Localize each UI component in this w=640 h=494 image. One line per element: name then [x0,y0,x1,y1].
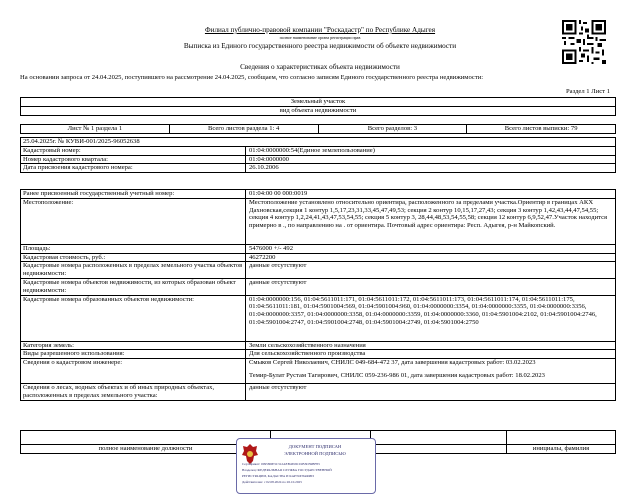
date-number: 25.04.2025г. № КУВИ-001/2025-96052638 [21,138,616,147]
section-sheet-label: Раздел 1 Лист 1 [566,88,610,95]
field-value: 01:04:0000000:54(Единое землепользование) [246,146,616,155]
table-row [21,244,616,253]
engineer-1: Смыков Сергей Николаевич, СНИЛС 049-684-472 37, дата завершения кадастровых работ: 03.02.2023 [249,359,536,367]
document-title: Выписка из Единого государственного реестра недвижимости об объекте недвижимости [183,42,457,50]
engineer-2: Темир-Булат Рустам Тагирович, СНИЛС 059-236-986 01, дата завершения кадастровых работ: 18.02.2023 [249,371,545,379]
electronic-signature-stamp [236,438,376,494]
field-label: Местоположение: [21,198,246,244]
table-row [21,146,616,155]
sheet-info-table [20,124,616,134]
basis-line: На основании запроса от 24.04.2025, поступившего на рассмотрение 24.04.2025, сообщаем, что согласно записям Единого государственного реестра недвижимости: [20,74,484,81]
organization-caption: полное наименование органа регистрации прав [279,35,361,40]
stamp-owner: Владелец: ФЕДЕРАЛЬНАЯ СЛУЖБА ГОСУДАРСТВЕННОЙ [242,468,332,472]
table-row [21,262,616,279]
stamp-validity: Действителен: с 02.08.2024 по 26.10.2025 [242,480,302,484]
field-label: Кадастровая стоимость, руб.: [21,253,246,262]
field-value: 01:04:0000000:156, 01:04:5611011:171, 01:04:5611011:172, 01:04:5611011:173, 01:04:5611011:174, 01:04:5611011:175, 01:04:5611011:181, 01:04:5901004:569, 01:04:5901004:960, 01:04:0000000:3354, 01:04:0000000:3355, 01:04:0000000:3356, 01:04:0000000:3357, 01:04:0000000:3358, 01:04:0000000:3359, 01:04:0000000:3360, 01:04:5901004:2102, 01:04:5901004:2746, 01:04:5901004:2747, 01:04:5901004:2748, 01:04:5901004:2749, 01:04:5901004:2750 [246,295,616,341]
table-row [21,295,616,341]
object-type: Земельный участок [21,98,616,107]
field-value: 01:04:0000000 [246,155,616,164]
primary-fields-table [20,137,616,173]
table-row [21,164,616,173]
field-label: Кадастровые номера образованных объектов недвижимости: [21,295,246,341]
table-row [21,253,616,262]
table-row [21,350,616,359]
table-row [21,384,616,401]
total-sheets: Всего листов выписки: 79 [467,125,616,134]
table-row [21,198,616,244]
stamp-line1: ДОКУМЕНТ ПОДПИСАН [288,444,342,449]
initials-caption: инициалы, фамилия [507,445,616,454]
characteristics-table [20,189,616,401]
stamp-line2: ЭЛЕКТРОННОЙ ПОДПИСЬЮ [284,451,346,456]
sheet-of-section: Лист № 1 раздела 1 [21,125,170,134]
section-title: Сведения о характеристиках объекта недвижимости [240,63,400,71]
position-caption: полное наименование должности [21,445,271,454]
table-row [21,278,616,295]
field-label: Площадь: [21,244,246,253]
field-label: Кадастровые номера объектов недвижимости, из которых образован объект недвижимости: [21,278,246,295]
total-sections: Всего разделов: 3 [318,125,467,134]
table-row [21,341,616,350]
object-type-table [20,97,616,116]
field-value: Земли сельскохозяйственного назначения [246,341,616,350]
total-sheets-of-section: Всего листов раздела 1: 4 [169,125,318,134]
field-value: данные отсутствуют [246,384,616,401]
field-label: Кадастровый номер: [21,146,246,155]
table-row [21,155,616,164]
field-value: Для сельскохозяйственного производства [246,350,616,359]
field-value: Местоположение установлено относительно ориентира, расположенного за пределами участка.Ориентир в границах АКХ Дахновская,секция 1 контур 1,5,17,23,31,33,45,47,49,53; секция 2 контур 10,15,17,27,43; секция 3 контур 1,42,43,44,47,54,55; секция 4 контур 1,2,24,41,43,47,53,54,55; секция 5 контур 3, 28,44,48,53,54,55,58; секция 12 контур 6,9,52,47.Участок находится примерно в ., по направлению на . от ориентира. Почтовый адрес ориентира: Респ. Адыгея, р-н Майкопский. [246,198,616,244]
stamp-owner-2: РЕГИСТРАЦИИ, КАДАСТРА И КАРТОГРАФИИ [242,474,314,478]
field-label: Категория земель: [21,341,246,350]
field-value: данные отсутствуют [246,278,616,295]
field-label: Дата присвоения кадастрового номера: [21,164,246,173]
field-value: 01:04:00 00 000:0019 [246,190,616,199]
field-value [246,359,616,384]
field-label: Сведения о кадастровом инженере: [21,359,246,384]
field-value: 5476000 +/- 492 [246,244,616,253]
object-type-caption: вид объекта недвижимости [21,106,616,115]
stamp-certificate: Сертификат: 00958DE3C312AEB4659C01B3D59BF83 [242,462,320,466]
field-label: Кадастровые номера расположенных в пределах земельного участка объектов недвижимости: [21,262,246,279]
field-label: Номер кадастрового квартала: [21,155,246,164]
field-value: данные отсутствуют [246,262,616,279]
table-row [21,190,616,199]
field-value: 26.10.2006 [246,164,616,173]
field-label: Виды разрешенного использования: [21,350,246,359]
table-row [21,359,616,384]
field-label: Сведения о лесах, водных объектах и об иных природных объектах, расположенных в пределах земельного участка: [21,384,246,401]
field-value: 46272200 [246,253,616,262]
organization-name: Филиал публично-правовой компании "Роскадастр" по Республике Адыгея [204,26,436,34]
qr-code [562,20,606,64]
field-label: Ранее присвоенный государственный учетный номер: [21,190,246,199]
